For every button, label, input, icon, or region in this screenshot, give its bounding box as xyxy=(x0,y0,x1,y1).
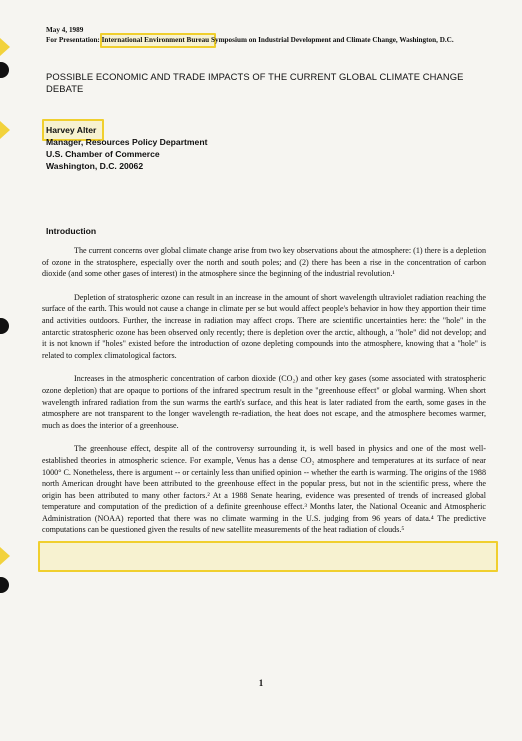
binder-hole xyxy=(0,577,9,593)
paragraph: Increases in the atmospheric concentration of carbon dioxide (CO₂) and other key gases (some associated with stratospheric ozone depletion) that are opaque to portions of the infrared spectrum result in the "greenhouse effect" or global warming. When short wavelength infrared radiation from the sun warms the earth's surface, and this heat is later radiated from the earth, some gases in the atmosphere are not transparent to the longer wavelength re-radiation, the heat does not escape, and the atmosphere becomes warmer, much as does the interior of a greenhouse. xyxy=(42,374,486,430)
page-number: 1 xyxy=(258,678,264,688)
presentation-line: For Presentation: International Environment Bureau Symposium on Industrial Development and Climate Change, Washington, D.C. xyxy=(46,36,454,44)
document-date: May 4, 1989 xyxy=(46,26,84,34)
author-block xyxy=(46,124,346,172)
section-heading: Introduction xyxy=(46,226,97,236)
index-tab-marker xyxy=(0,38,10,56)
paragraph: The current concerns over global climate change arise from two key observations about the atmosphere: (1) there is a depletion of ozone in the stratosphere, especially over the north and south poles; and (2) there has been a rise in the concentration of carbon dioxide (and some other gases of interest) in the atmosphere since the beginning of the industrial revolution.¹ xyxy=(42,246,486,279)
body-text xyxy=(42,245,486,548)
author-address: Washington, D.C. 20062 xyxy=(46,161,144,171)
paragraph: The greenhouse effect, despite all of the controversy surrounding it, is well based in physics and one of the most well-established theories in atmospheric science. For example, Venus has a dense CO₂ atmosphere and temperatures at its surface of near 1000° C. Nonetheless, there is argument -- or certainly less than unified opinion -- whether the earth is warming. The origins of the 1988 north American drought have been attributed to the greenhouse effect in the popular press, but not in the scientific press, where the origin has been attributed to many other factors.² At a 1988 Senate hearing, evidence was presented of trends of increased global temperature and computation of the prediction of a definite greenhouse effect.³ Months later, the National Oceanic and Atmospheric Administration (NOAA) reported that there was no climate warming in the U.S. judging from 96 years of data.⁴ The predictive computations can be questioned given the results of new satellite measurements of the heat radiation of clouds.⁵ xyxy=(42,444,486,535)
author-name: Harvey Alter xyxy=(46,125,97,135)
document-title: POSSIBLE ECONOMIC AND TRADE IMPACTS OF THE CURRENT GLOBAL CLIMATE CHANGE DEBATE xyxy=(46,71,464,94)
author-organization: U.S. Chamber of Commerce xyxy=(46,149,160,159)
binder-hole xyxy=(0,62,9,78)
paragraph: Depletion of stratospheric ozone can result in an increase in the amount of short wavelength ultraviolet radiation reaching the surface of the earth. This would not cause a change in climate per se but would affect people's behavior in how they apportion their time and activities outdoors. Further, the increase in radiation may affect crops. There are scientific uncertainties here: the "hole" in the antarctic stratospheric ozone has been observed only recently; there is depletion over the arctic, although, a "hole" did not develop; and it is not known if "holes" existed before the introduction of ozone depleting compounds into the atmosphere, knowing that a "hole" is related to complex climatological factors. xyxy=(42,292,486,360)
index-tab-marker xyxy=(0,547,10,565)
binder-hole xyxy=(0,318,9,334)
author-position: Manager, Resources Policy Department xyxy=(46,137,208,147)
presentation-header xyxy=(46,25,486,45)
index-tab-marker xyxy=(0,121,10,139)
